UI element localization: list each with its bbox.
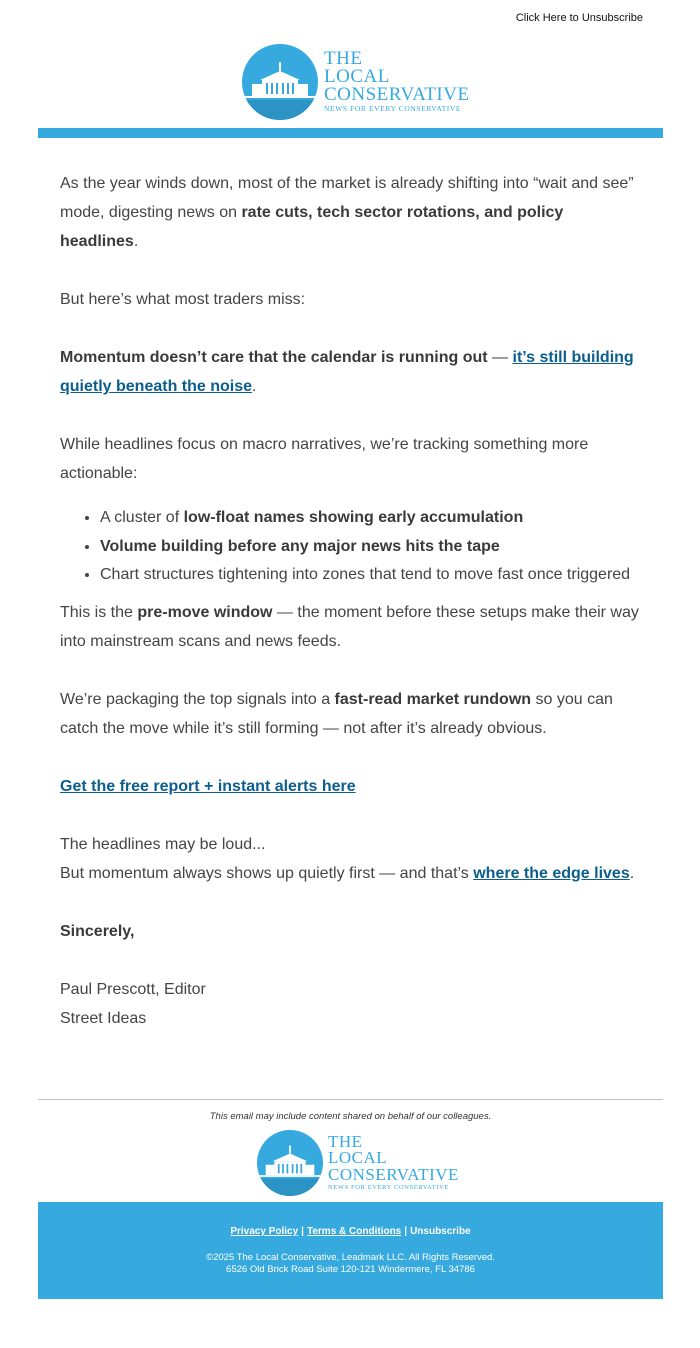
footer-links: Privacy Policy | Terms & Conditions | Unsubscribe <box>230 1226 471 1237</box>
paragraph-premove: This is the pre-move window — the moment before these setups make their way into mainstream scans and news feeds. <box>60 603 639 650</box>
list-item: • Volume building before any major news hits the tape <box>100 533 645 562</box>
signature <box>60 975 645 1033</box>
logo-line-conservative: CONSERVATIVE <box>324 83 470 105</box>
free-report-link[interactable]: Get the free report + instant alerts here <box>60 777 356 795</box>
logo-line-local: LOCAL <box>328 1148 388 1168</box>
unsubscribe-link[interactable]: Click Here to Unsubscribe <box>515 12 643 24</box>
logo-tagline: NEWS FOR EVERY CONSERVATIVE <box>328 1183 449 1191</box>
paragraph-momentum: Momentum doesn’t care that the calendar is running out — it’s still building quietly beneath the noise. <box>60 349 634 395</box>
edge-link[interactable]: where the edge lives <box>473 864 630 882</box>
list-item: • Chart structures tightening into zones that tend to move fast once triggered <box>100 561 645 590</box>
logo-line-local: LOCAL <box>324 65 390 87</box>
list-item: • A cluster of low-float names showing early accumulation <box>100 504 645 533</box>
email-body <box>60 169 645 1062</box>
footer-disclaimer: This email may include content shared on behalf of our colleagues. <box>209 1111 492 1122</box>
privacy-policy-link[interactable]: Privacy Policy <box>230 1226 299 1237</box>
signature-org: Street Ideas <box>60 1009 147 1027</box>
paragraph-cta <box>60 772 645 801</box>
footer-unsubscribe-link[interactable]: Unsubscribe <box>410 1226 471 1237</box>
copyright-text: ©2025 The Local Conservative, Leadmark LLC. All Rights Reserved. <box>206 1252 495 1263</box>
footer-divider <box>38 1099 663 1100</box>
building-link[interactable]: it’s still building quietly beneath the noise <box>60 349 634 395</box>
signature-name: Paul Prescott, Editor <box>60 980 206 998</box>
paragraph-actionable: While headlines focus on macro narratives, we’re tracking something more actionable: <box>60 436 589 482</box>
bullet-list <box>100 504 645 590</box>
logo-line-conservative: CONSERVATIVE <box>328 1164 459 1184</box>
header-band <box>38 128 663 138</box>
paragraph-miss: But here’s what most traders miss: <box>60 291 306 308</box>
logo-tagline: NEWS FOR EVERY CONSERVATIVE <box>324 103 462 113</box>
paragraph-rundown: We’re packaging the top signals into a fast-read market rundown so you can catch the move while it’s still forming — not after it’s already obvious. <box>60 690 613 737</box>
terms-link[interactable]: Terms & Conditions <box>306 1226 402 1237</box>
brand-logo <box>242 44 470 120</box>
signoff: Sincerely, <box>60 922 135 940</box>
address-text: 6526 Old Brick Road Suite 120-121 Windermere, FL 34786 <box>226 1264 475 1275</box>
logo-line-the: THE <box>328 1132 363 1152</box>
paragraph-headlines: The headlines may be loud... But momentum always shows up quietly first — and that’s where the edge lives. <box>60 835 635 882</box>
white-house-icon <box>242 44 318 120</box>
footer-copyright <box>38 1252 663 1276</box>
footer-brand-logo <box>257 1130 459 1196</box>
paragraph-intro: As the year winds down, most of the market is already shifting into “wait and see” mode, digesting news on rate cuts, tech sector rotations, and policy headlines. <box>60 175 634 250</box>
white-house-icon <box>257 1130 323 1196</box>
logo-line-the: THE <box>324 47 363 69</box>
footer-bar <box>38 1202 663 1299</box>
